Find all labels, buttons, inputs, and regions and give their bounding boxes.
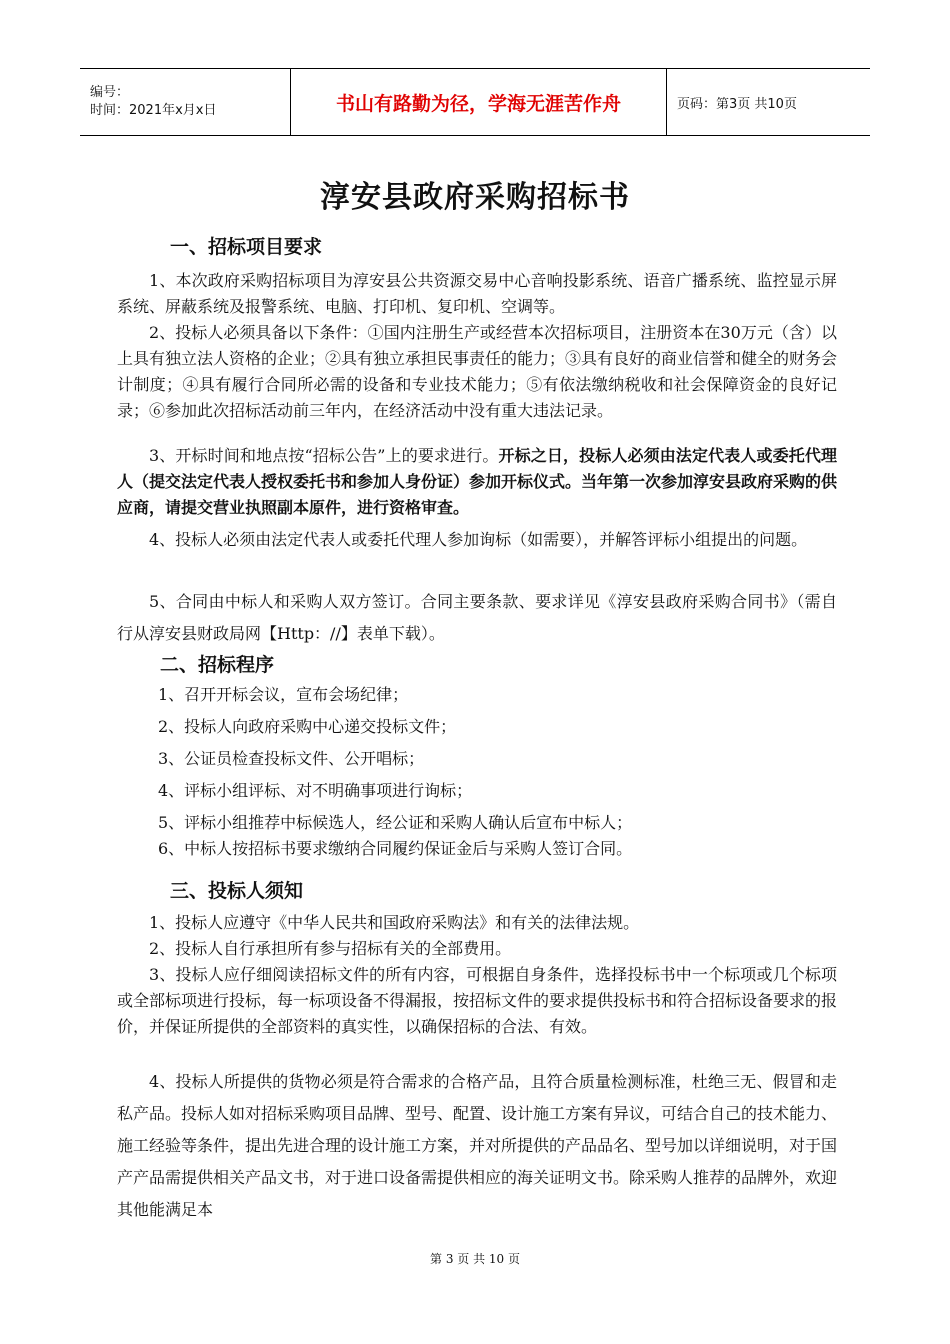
paragraph: 1、投标人应遵守《中华人民共和国政府采购法》和有关的法律法规。 bbox=[149, 913, 640, 932]
paragraph-opening bbox=[117, 443, 837, 521]
document-time-label: 时间：2021年x月x日 bbox=[90, 103, 217, 118]
paragraph: 2、投标人必须具备以下条件：①国内注册生产或经营本次招标项目，注册资本在30万元（含）以上具有独立法人资格的企业；②具有独立承担民事责任的能力；③具有良好的商业信誉和健全的财务会计制度；④具有履行合同所必需的设备和专业技术能力；⑤有依法缴纳税收和社会保障资金的良好记录；⑥参加此次招标活动前三年内，在经济活动中没有重大违法记录。 bbox=[117, 323, 838, 420]
document-title: 淳安县政府采购招标书 bbox=[320, 180, 630, 215]
list-item: 2、投标人向政府采购中心递交投标文件； bbox=[158, 717, 457, 736]
paragraph-bold-text: 开标之日，投标人必须由法定代表人或委托代理人（提交法定代表人授权委托书和参加人身份证）参加开标仪式。当年第一次参加淳安县政府采购的供应商，请提交营业执照副本原件，进行资格审查。 bbox=[117, 446, 838, 517]
section-heading-bidder-notice: 三、投标人须知 bbox=[170, 880, 304, 902]
list-item: 4、评标小组评标、对不明确事项进行询标； bbox=[158, 781, 473, 800]
paragraph: 3、投标人应仔细阅读招标文件的所有内容，可根据自身条件，选择投标书中一个标项或几个标项或全部标项进行投标，每一标项设备不得漏报，按招标文件的要求提供投标书和符合招标设备要求的报价，并保证所提供的全部资料的真实性，以确保招标的合法、有效。 bbox=[117, 965, 838, 1036]
header-left-cell bbox=[80, 69, 291, 136]
section-heading-requirements: 一、招标项目要求 bbox=[170, 236, 323, 258]
paragraph: 4、投标人所提供的货物必须是符合需求的合格产品，且符合质量检测标准，杜绝三无、假冒和走私产品。投标人如对招标采购项目品牌、型号、配置、设计施工方案有异议，可结合自己的技术能力、施工经验等条件，提出先进合理的设计施工方案，并对所提供的产品品名、型号加以详细说明，对于国产产品需提供相关产品文书，对于进口设备需提供相应的海关证明文书。除采购人推荐的品牌外，欢迎其他能满足本 bbox=[117, 1072, 838, 1219]
header-page-label: 页码：第3页 共10页 bbox=[667, 69, 871, 136]
paragraph: 1、本次政府采购招标项目为淳安县公共资源交易中心音响投影系统、语音广播系统、监控显示屏系统、屏蔽系统及报警系统、电脑、打印机、复印机、空调等。 bbox=[117, 271, 837, 316]
list-item: 5、评标小组推荐中标候选人，经公证和采购人确认后宣布中标人； bbox=[158, 813, 633, 832]
paragraph: 5、合同由中标人和采购人双方签订。合同主要条款、要求详见《淳安县政府采购合同书》（需自行从淳安县财政局网【Http：//】表单下载）。 bbox=[117, 592, 837, 643]
section-heading-procedure: 二、招标程序 bbox=[160, 654, 275, 676]
page-footer: 第 3 页 共 10 页 bbox=[430, 1252, 520, 1266]
header-motto: 书山有路勤为径，学海无涯苦作舟 bbox=[291, 69, 667, 136]
paragraph-text: 3、开标时间和地点按“招标公告”上的要求进行。 bbox=[149, 446, 499, 465]
document-number-label: 编号： bbox=[90, 85, 130, 100]
paragraph: 2、投标人自行承担所有参与招标有关的全部费用。 bbox=[149, 939, 512, 958]
paragraph: 4、投标人必须由法定代表人或委托代理人参加询标（如需要），并解答评标小组提出的问题。 bbox=[149, 530, 808, 549]
page-header bbox=[80, 68, 870, 136]
list-item: 6、中标人按招标书要求缴纳合同履约保证金后与采购人签订合同。 bbox=[158, 839, 633, 858]
list-item: 3、公证员检查投标文件、公开唱标； bbox=[158, 749, 425, 768]
list-item: 1、召开开标会议，宣布会场纪律； bbox=[158, 685, 409, 704]
